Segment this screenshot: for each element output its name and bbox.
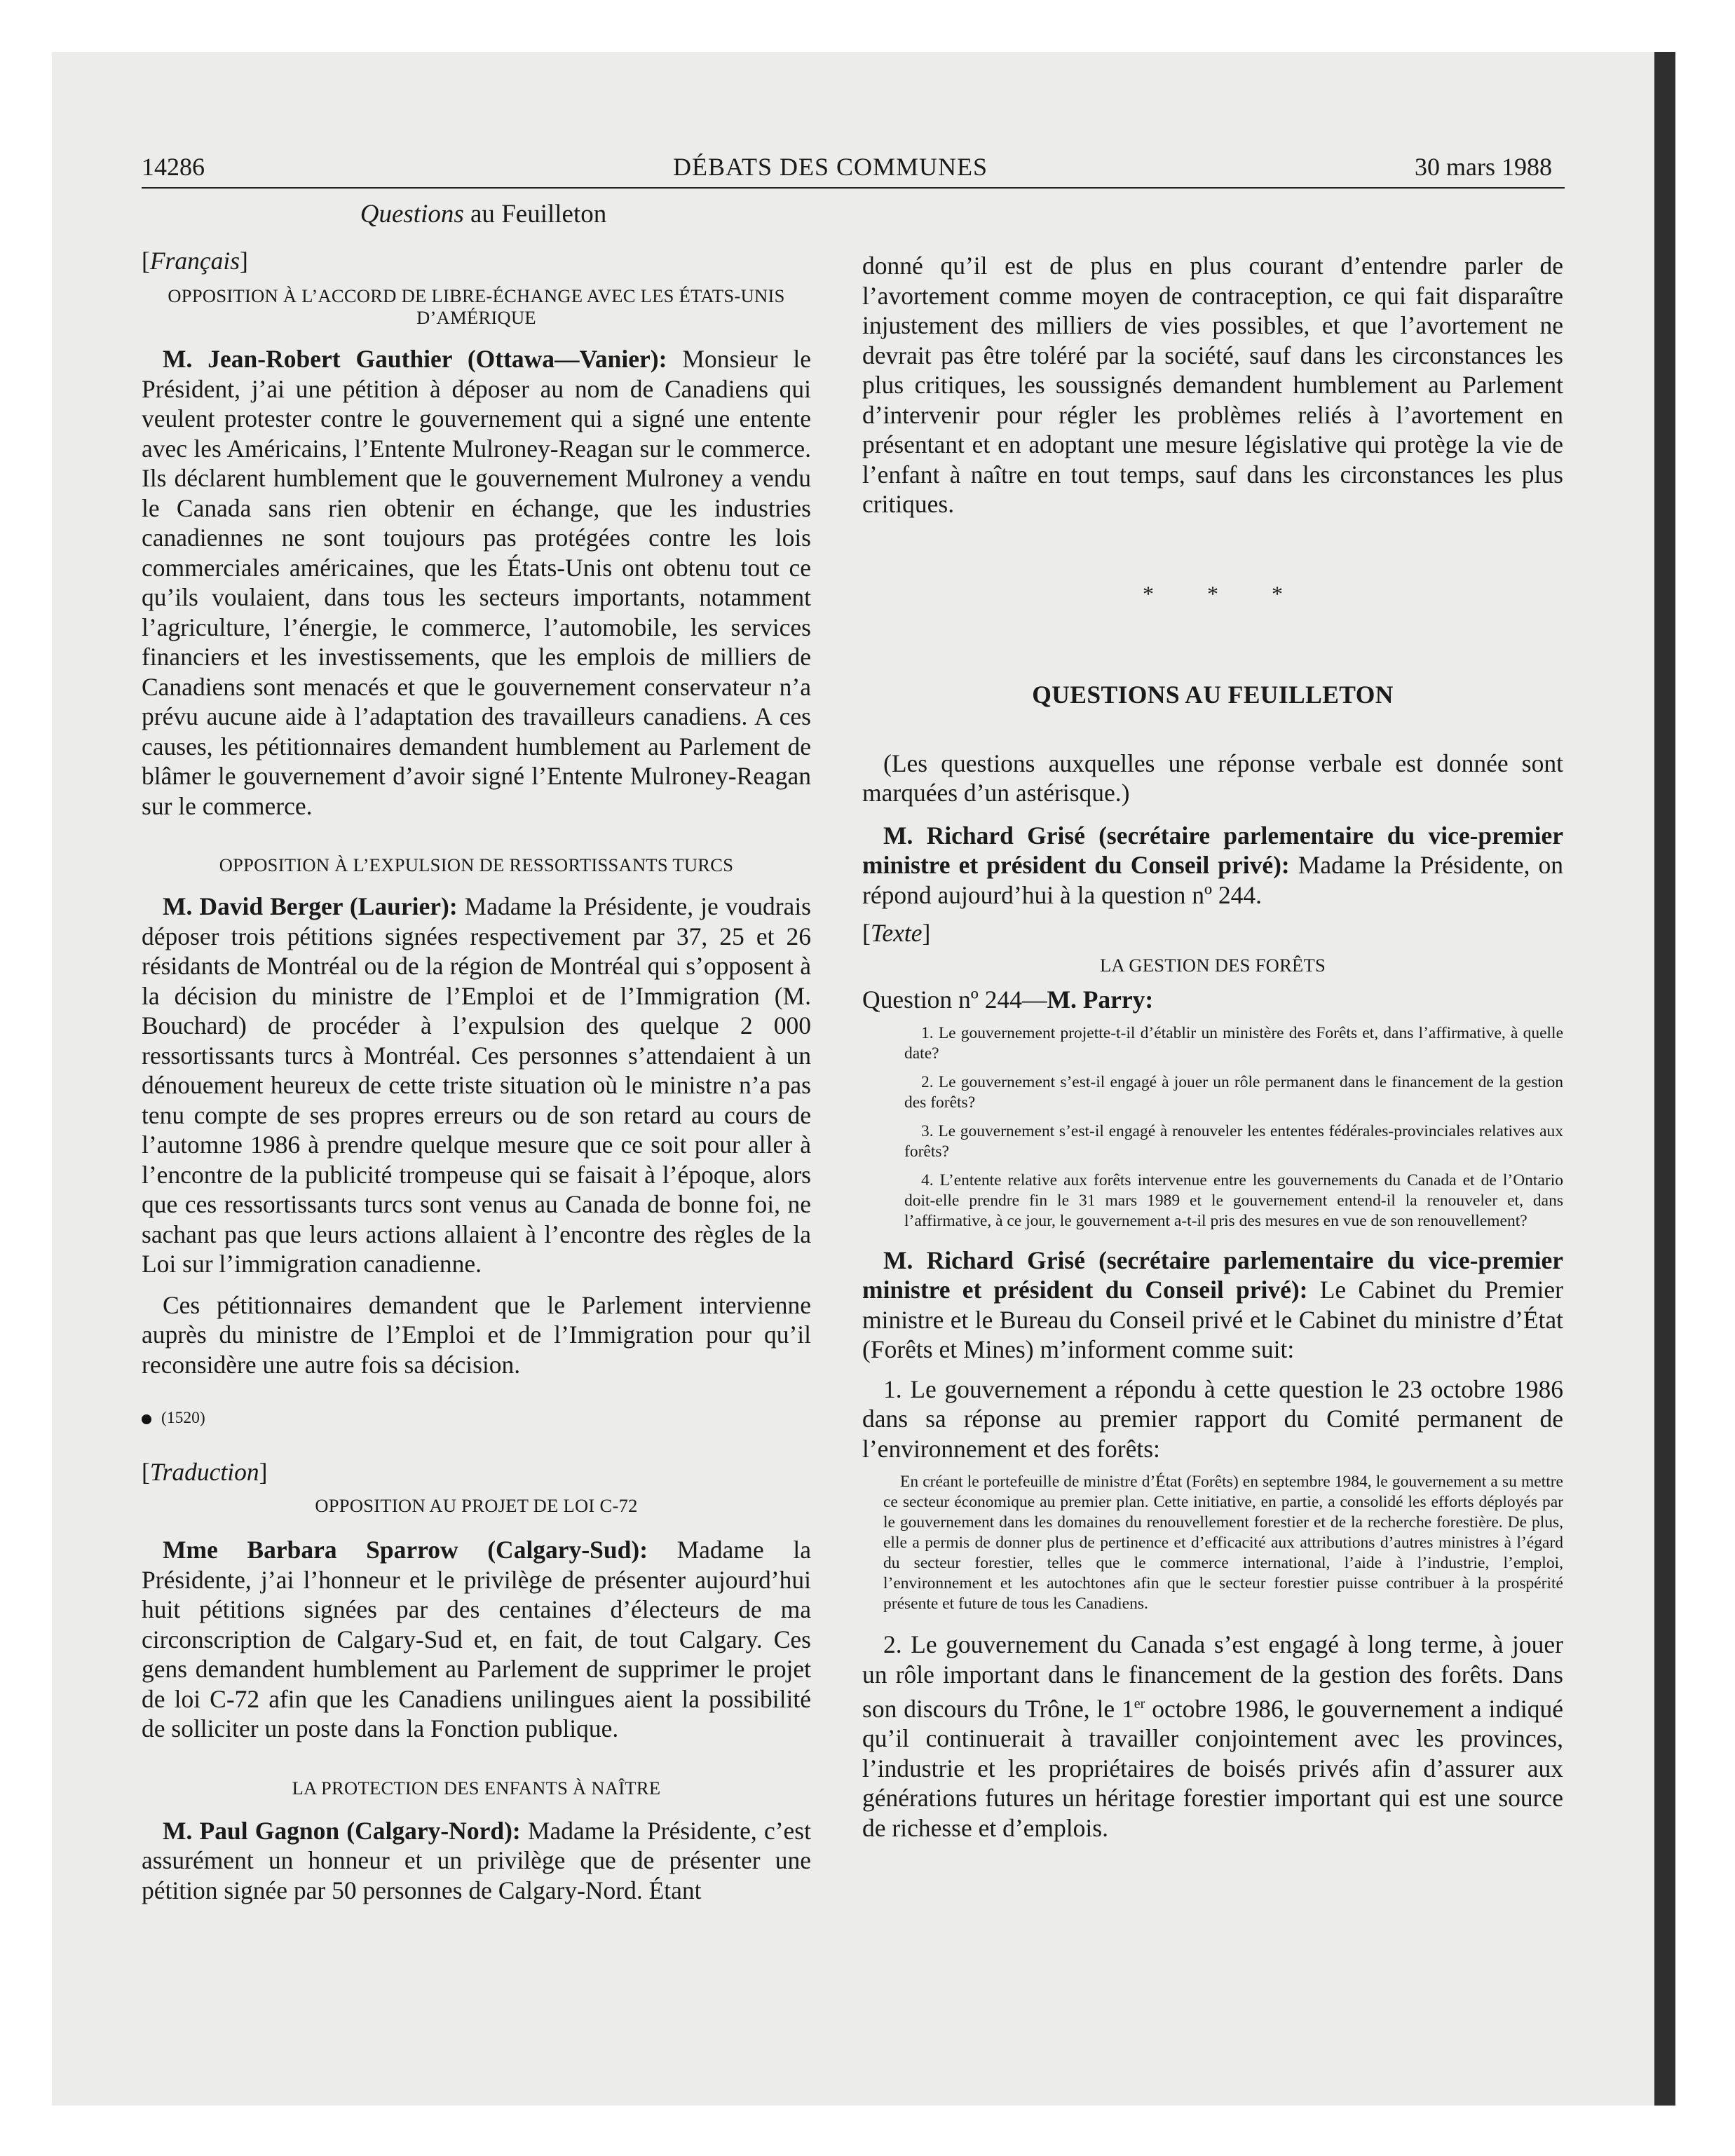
section-title-c72: OPPOSITION AU PROJET DE LOI C-72	[315, 1495, 638, 1516]
left-column	[142, 200, 811, 1905]
petition-gagnon-continued: donné qu’il est de plus en plus courant d’entendre parler de l’avortement comme moyen de contraception, ce qui fait disparaître injustement des milliers de vies possibles, et que l’avortement ne devrait pas être toléré par la société, sauf dans les circonstances les plus critiques, les soussignés demandent humblement au Parlement d’intervenir pour régler les problèmes reliés à l’avortement en présentant et en adoptant une mesure législative qui protège la vie de l’enfant à naître en tout temps, sauf dans les circonstances les plus critiques.	[862, 252, 1563, 518]
questions-note: (Les questions auxquelles une réponse verbale est donnée sont marquées d’un astérisque.)	[862, 749, 1563, 807]
grise-intro: M. Richard Grisé (secrétaire parlementaire du vice-premier ministre et président du Conseil privé): Madame la Présidente, on répond aujourd’hui à la question nº 244.	[862, 821, 1563, 909]
question-label: Question nº 244—M. Parry:	[862, 985, 1154, 1014]
header-rule	[142, 187, 1565, 189]
answer-1: 1. Le gouvernement a répondu à cette question le 23 octobre 1986 dans sa réponse au premier rapport du Comité permanent de l’environnement et des forêts:	[862, 1374, 1563, 1463]
section-title-expulsion: OPPOSITION À L’EXPULSION DE RESSORTISSANTS TURCS	[219, 854, 734, 875]
question-title: LA GESTION DES FORÊTS	[1099, 955, 1326, 976]
petition-berger: M. David Berger (Laurier): Madame la Présidente, je voudrais déposer trois pétitions signées respectivement par 37, 25 et 26 résidants de Montréal ou de la région de Montréal qui s’opposent à la décision du ministre de l’Emploi et de l’Immigration (M. Bouchard) de procéder à l’expulsion des quelque 2 000 ressortissants turcs à Montréal. Ces personnes s’attendaient à un dénouement heureux de cette triste situation où le ministre n’a pas tenu compte de ses propres erreurs ou de son retard au cours de l’automne 1986 à prendre quelque mesure que ce soit pour aller à l’encontre de la publicité trompeuse qui se faisait à l’époque, alors que ces ressortissants turcs sont venus au Canada de bonne foi, ne sachant pas que leurs actions allaient à l’encontre des règles de la Loi sur l’immigration canadienne.	[142, 892, 811, 1278]
section-title-libre-echange: OPPOSITION À L’ACCORD DE LIBRE-ÉCHANGE AVEC LES ÉTATS-UNIS D’AMÉRIQUE	[168, 285, 785, 328]
question-item: 4. L’entente relative aux forêts intervenue entre les gouvernements du Canada et de l’Ontario doit-elle prendre fin le 31 mars 1989 et le gouvernement entend-il la renouveler et, dans l’affirmative, à ce jour, le gouvernement a-t-il pris des mesures en vue de son renouvellement?	[904, 1171, 1563, 1230]
column-subhead: Questions au Feuilleton	[360, 200, 607, 228]
petition-gagnon: M. Paul Gagnon (Calgary-Nord): Madame la Présidente, c’est assurément un honneur et un privilège que de présenter une pétition signée par 50 personnes de Calgary-Nord. Étant	[142, 1816, 811, 1904]
texte-tag: [Texte]	[862, 919, 931, 947]
question-item: 1. Le gouvernement projette-t-il d’établir un ministère des Forêts et, dans l’affirmative, à quelle date?	[904, 1023, 1563, 1063]
binding-edge	[1654, 52, 1675, 2106]
language-tag: [Français]	[142, 247, 248, 275]
section-separator-stars: * * *	[1143, 580, 1307, 606]
petition-berger-conclusion: Ces pétitionnaires demandent que le Parlement intervienne auprès du ministre de l’Emploi et de l’Immigration pour qu’il reconsidère une autre fois sa décision.	[142, 1290, 811, 1379]
question-item: 3. Le gouvernement s’est-il engagé à renouveler les ententes fédérales-provinciales relatives aux forêts?	[904, 1121, 1563, 1161]
petition-sparrow: Mme Barbara Sparrow (Calgary-Sud): Madame la Présidente, j’ai l’honneur et le privilège de présenter aujourd’hui huit pétitions signées par des centaines d’électeurs de ma circonscription de Calgary-Sud et, en fait, de tout Calgary. Ces gens demandent humblement au Parlement de supprimer le projet de loi C-72 afin que les Canadiens unilingues aient la possibilité de solliciter un poste dans la Fonction publique.	[142, 1536, 811, 1742]
section-head-questions: QUESTIONS AU FEUILLETON	[1032, 680, 1394, 709]
answer-1-quote: En créant le portefeuille de ministre d’État (Forêts) en septembre 1984, le gouvernement a su mettre ce secteur économique au premier plan. Cette initiative, en partie, a consolidé les efforts déployés par le gouvernement dans les domaines du renouvellement forestier et de la recherche forestière. De plus, elle a permis de donner plus de pertinence et d’efficacité aux attributions d’autres ministres à l’égard du secteur forestier, telles que le commerce international, l’aide à l’industrie, l’emploi, l’environnement et les autochtones afin que le secteur forestier puisse contribuer à la prospérité présente et future de tous les Canadiens.	[883, 1473, 1563, 1613]
question-list	[862, 1023, 1563, 1231]
question-item: 2. Le gouvernement s’est-il engagé à jouer un rôle permanent dans le financement de la gestion des forêts?	[904, 1072, 1563, 1112]
answer-2: 2. Le gouvernement du Canada s’est engagé à long terme, à jouer un rôle important dans le financement de la gestion des forêts. Dans son discours du Trône, le 1er octobre 1986, le gouvernement a indiqué qu’il continuerait à travailler conjointement avec les provinces, l’industrie et les propriétaires de boisés privés afin d’assurer aux générations futures un héritage forestier important qui est une source de richesse et d’emplois.	[862, 1630, 1563, 1842]
bullet-icon	[142, 1414, 151, 1424]
page-date: 30 mars 1988	[1415, 153, 1552, 181]
running-title: DÉBATS DES COMMUNES	[673, 153, 988, 181]
grise-answer-intro: M. Richard Grisé (secrétaire parlementaire du vice-premier ministre et président du Conseil privé): Le Cabinet du Premier ministre et le Bureau du Conseil privé et le Cabinet du ministre d’État (Forêts et Mines) m’informent comme suit:	[862, 1246, 1563, 1363]
timestamp-marker: (1520)	[142, 1409, 811, 1428]
translation-tag: [Traduction]	[142, 1458, 268, 1486]
section-title-enfants: LA PROTECTION DES ENFANTS À NAÎTRE	[292, 1777, 661, 1799]
page-number: 14286	[142, 153, 205, 181]
right-column	[862, 251, 1563, 1843]
petition-gauthier: M. Jean-Robert Gauthier (Ottawa—Vanier): Monsieur le Président, j’ai une pétition à déposer au nom de Canadiens qui veulent protester contre le gouvernement qui a signé une entente avec les Américains, l’Entente Mulroney-Reagan sur le commerce. Ils déclarent humblement que le gouvernement Mulroney a vendu le Canada sans rien obtenir en échange, que les industries canadiennes ne sont toujours pas protégées contre les lois commerciales américaines, que les États-Unis ont obtenu tout ce qu’ils voulaient, dans tous les secteurs importants, notamment l’agriculture, l’énergie, le commerce, l’automobile, les services financiers et les investissements, que les emplois de milliers de Canadiens sont menacés et que le gouvernement conservateur n’a prévu aucune aide à l’adaptation des travailleurs canadiens. A ces causes, les pétitionnaires demandent humblement au Parlement de blâmer le gouvernement d’avoir signé l’Entente Mulroney-Reagan sur le commerce.	[142, 345, 811, 820]
